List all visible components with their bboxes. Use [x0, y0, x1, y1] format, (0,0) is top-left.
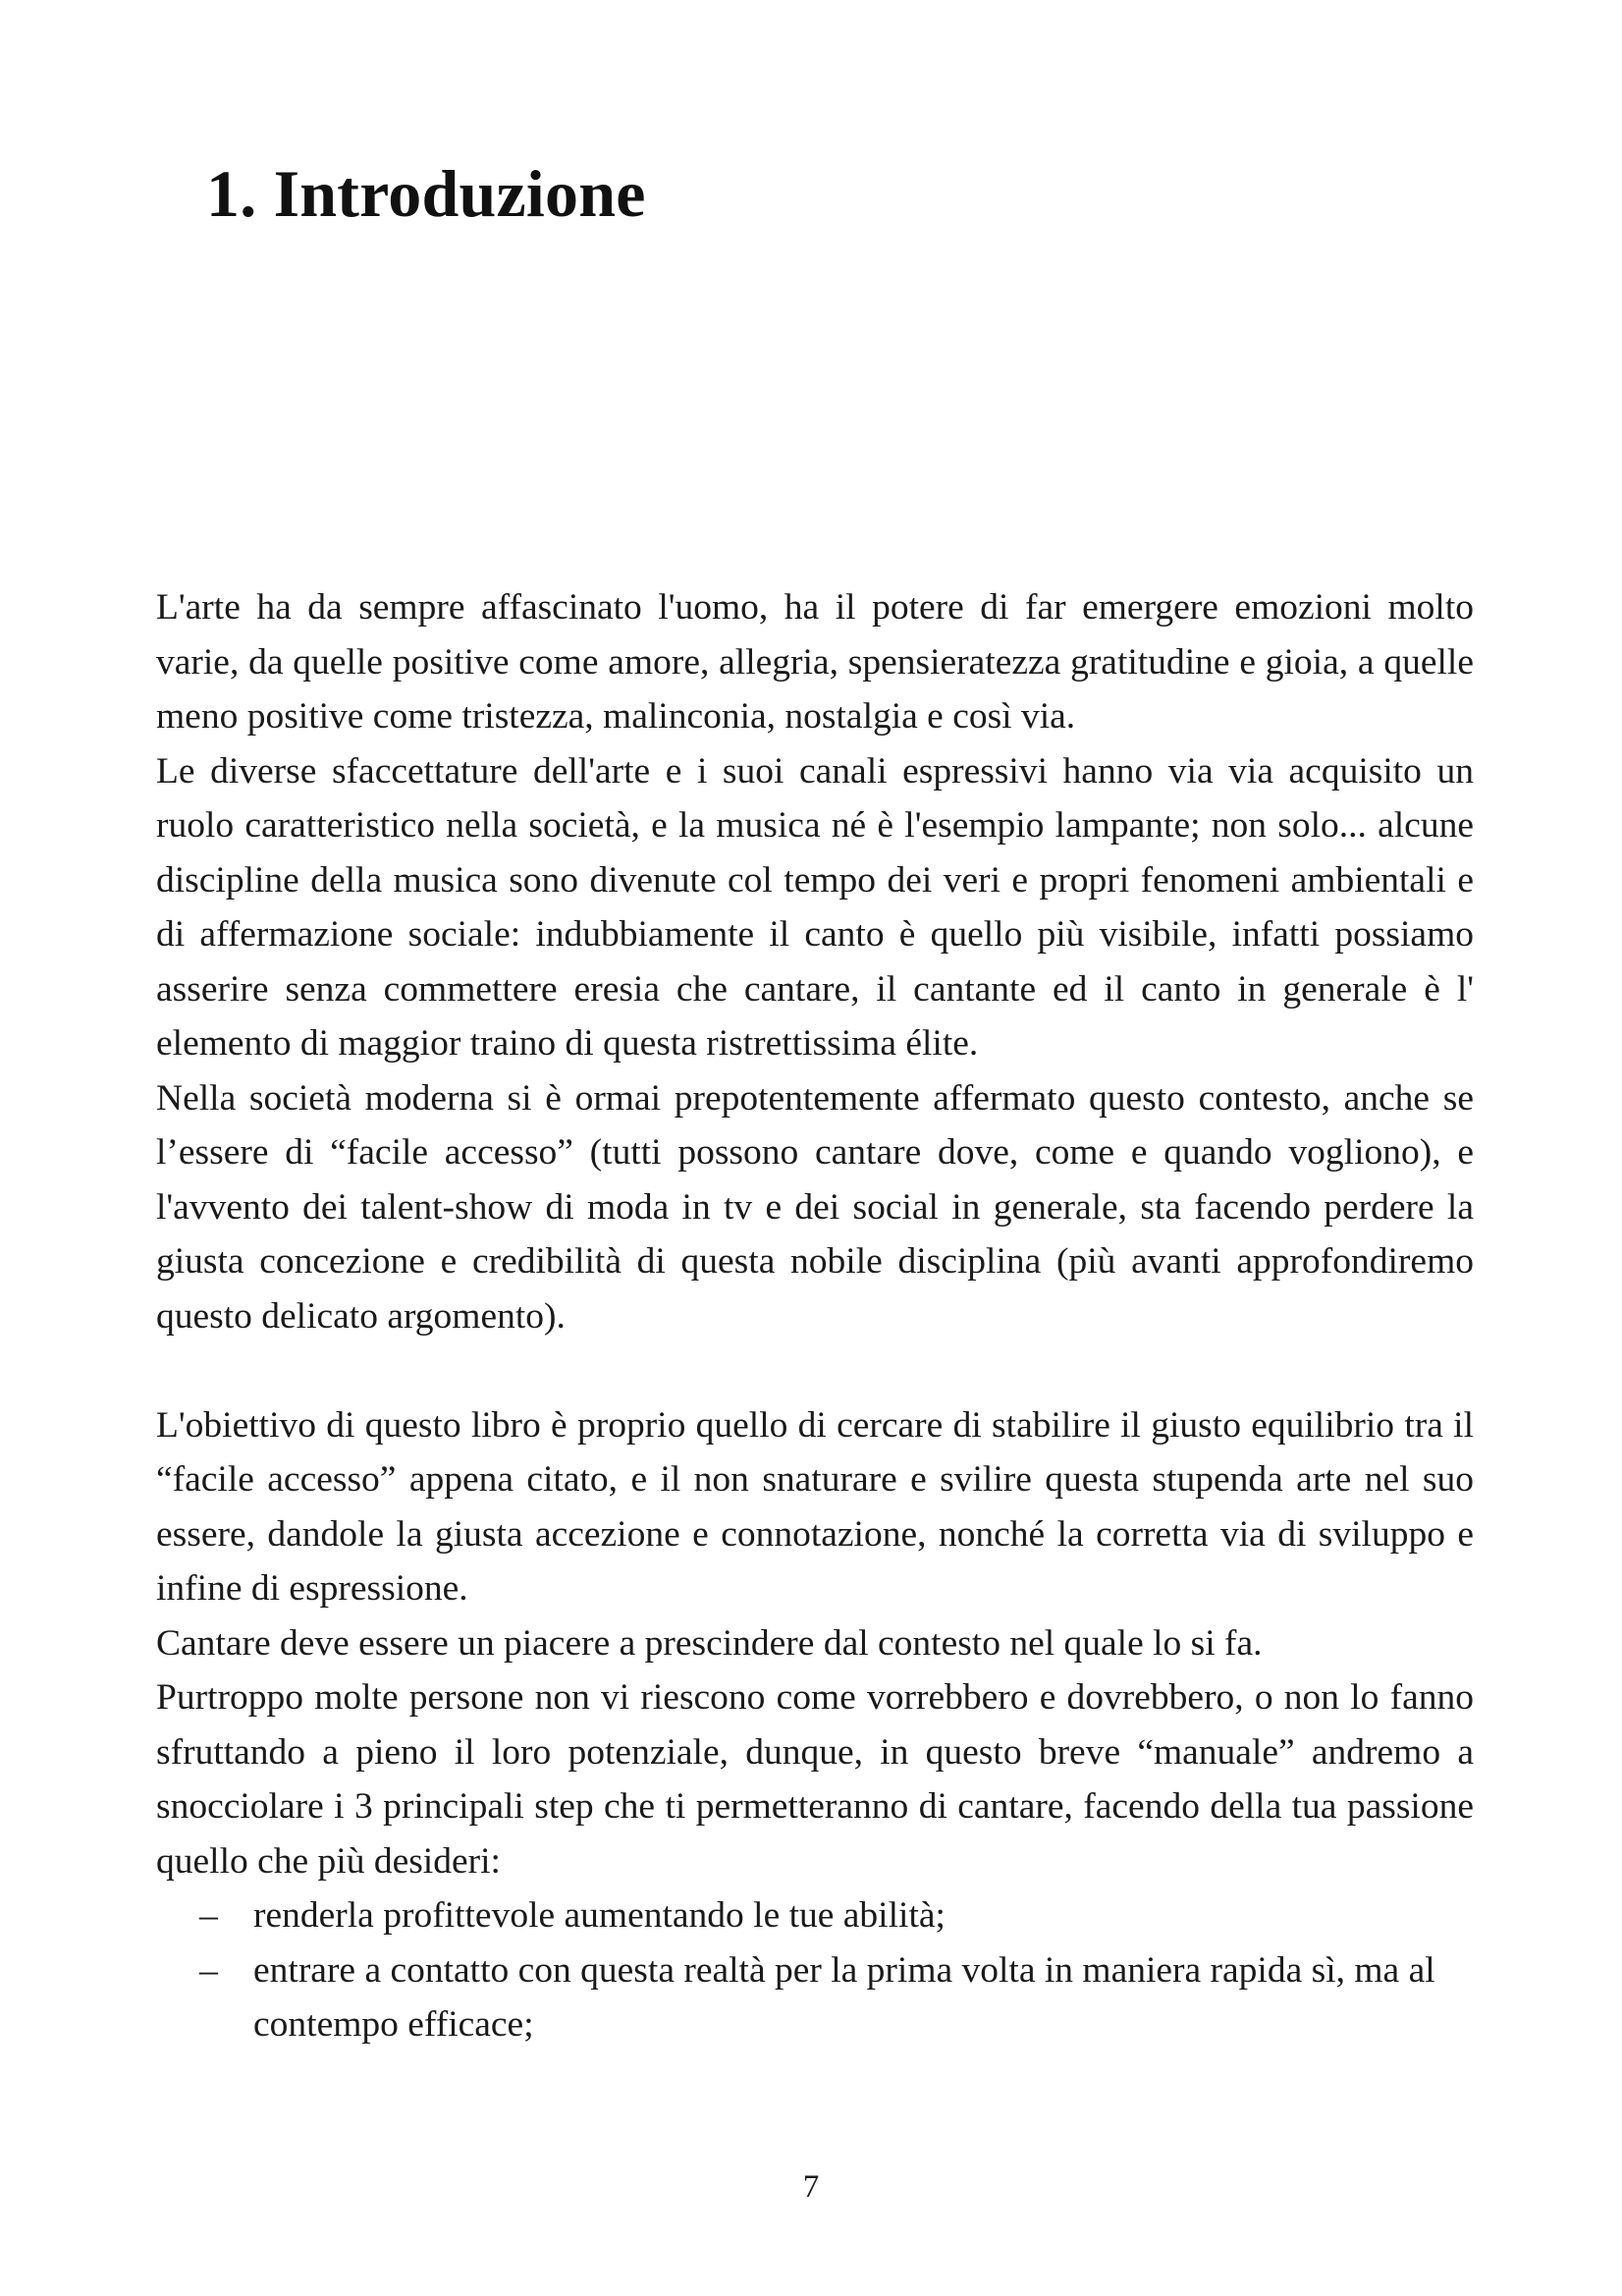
paragraph: Cantare deve essere un piacere a prescindere dal contesto nel quale lo si fa. — [156, 1622, 1263, 1664]
page-number: 7 — [802, 2169, 820, 2205]
paragraph: Le diverse sfaccettature dell'arte e i suoi canali espressivi hanno via via acquisito un ruolo caratteristico nella società, e la musica né è l'esempio lampante; non solo... alcune discipline della musica sono divenute col tempo dei veri e propri fenomeni ambientali e di affermazione sociale: indubbiamente il canto è quello più visibile, infatti possiamo asserire senza commettere eresia che cantare, il cantante ed il canto in generale è l' elemento di maggior traino di questa ristrettissima élite. — [156, 750, 1474, 1064]
list-item-text: renderla profittevole aumentando le tue abilità; — [253, 1895, 946, 1936]
dash-bullet-icon: – — [199, 1949, 218, 1991]
paragraph: L'obiettivo di questo libro è proprio quello di cercare di stabilire il giusto equilibrio tra il “facile accesso” appena citato, e il non snaturare e svilire questa stupenda arte nel suo essere, dandole la giusta accezione e connotazione, nonché la corretta via di sviluppo e infine di espressione. — [156, 1404, 1474, 1609]
dash-bullet-icon: – — [199, 1895, 218, 1936]
paragraph-spacer — [156, 1343, 1474, 1398]
list-item — [156, 1888, 1474, 1943]
list-item-text: entrare a contatto con questa realtà per la prima volta in maniera rapida sì, ma al contempo efficace; — [253, 1949, 1435, 2045]
paragraph: Purtroppo molte persone non vi riescono come vorrebbero e dovrebbero, o non lo fanno sfruttando a pieno il loro potenziale, dunque, in questo breve “manuale” andremo a snocciolare i 3 principali step che ti permetteranno di cantare, facendo della tua passione quello che più desideri: — [156, 1677, 1474, 1882]
paragraph: L'arte ha da sempre affascinato l'uomo, ha il potere di far emergere emozioni molto varie, da quelle positive come amore, allegria, spensieratezza gratitudine e gioia, a quelle meno positive come tristezza, malinconia, nostalgia e così via. — [156, 587, 1474, 737]
body-text — [156, 580, 1474, 2052]
list-item — [156, 1943, 1474, 2052]
paragraph: Nella società moderna si è ormai prepotentemente affermato questo contesto, anche se l’essere di “facile accesso” (tutti possono cantare dove, come e quando vogliono), e l'avvento dei talent-show di moda in tv e dei social in generale, sta facendo perdere la giusta concezione e credibilità di questa nobile disciplina (più avanti approfondiremo questo delicato argomento). — [156, 1077, 1474, 1337]
chapter-title: 1. Introduzione — [206, 156, 646, 231]
bullet-list — [156, 1888, 1474, 2052]
